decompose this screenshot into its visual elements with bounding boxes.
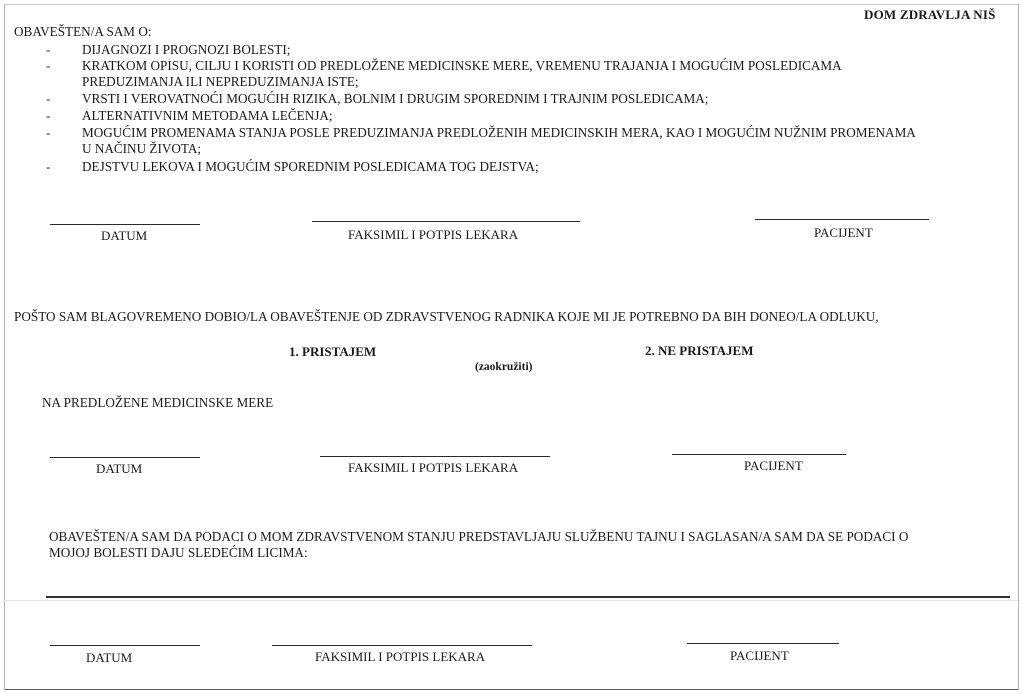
info-item-description: KRATKOM OPISU, CILJU I KORISTI OD PREDLOŽENE MEDICINSKE MERE, VREMENU TRAJANJA I MOGUĆIM POSLEDICAMA (82, 58, 842, 73)
patient-signature-line[interactable] (672, 454, 846, 455)
info-item-changes-cont: U NAČINU ŽIVOTA; (82, 141, 202, 156)
bullet-dash: - (46, 159, 51, 174)
page-border-left (4, 4, 5, 690)
page-border-right (1018, 4, 1019, 690)
info-item-diagnosis: DIJAGNOZI I PROGNOZI BOLESTI; (82, 42, 291, 57)
confidentiality-statement-line2: MOJOJ BOLESTI DAJU SLEDEĆIM LICIMA: (49, 545, 308, 560)
info-item-drug-effects: DEJSTVU LEKOVA I MOGUĆIM SPOREDNIM POSLEDICAMA TOG DEJSTVA; (82, 159, 539, 174)
info-item-alternatives: ALTERNATIVNIM METODAMA LEČENJA; (82, 108, 333, 123)
authorized-persons-line[interactable] (46, 596, 1010, 598)
consent-statement: POŠTO SAM BLAGOVREMENO DOBIO/LA OBAVEŠTENJE OD ZDRAVSTVENOG RADNIKA KOJE MI JE POTREBNO DA BIH DONEO/LA ODLUKU, (14, 309, 879, 324)
scan-fold-line (4, 600, 1018, 601)
doctor-label: FAKSIMIL I POTPIS LEKARA (348, 460, 519, 475)
info-item-risks: VRSTI I VEROVATNOĆI MOGUĆIH RIZIKA, BOLNIM I DRUGIM SPOREDNIM I TRAJNIM POSLEDICAMA; (82, 91, 709, 106)
confidentiality-statement-line1: OBAVEŠTEN/A SAM DA PODACI O MOM ZDRAVSTVENOM STANJU PREDSTAVLJAJU SLUŽBENU TAJNU I SAGLASAN/A SAM DA SE PODACI O (49, 529, 909, 544)
date-signature-line[interactable] (50, 457, 200, 458)
bullet-dash: - (46, 91, 51, 106)
date-signature-line[interactable] (50, 645, 200, 646)
patient-signature-line[interactable] (687, 643, 839, 644)
date-label: DATUM (86, 650, 133, 665)
section1-lead: OBAVEŠTEN/A SAM O: (14, 24, 152, 39)
patient-label: PACIJENT (744, 458, 803, 473)
bullet-dash: - (46, 42, 51, 57)
bullet-dash: - (46, 108, 51, 123)
option-consent[interactable]: 1. PRISTAJEM (289, 344, 377, 359)
date-label: DATUM (96, 461, 143, 476)
patient-label: PACIJENT (730, 648, 789, 663)
patient-label: PACIJENT (814, 225, 873, 240)
institution-header: DOM ZDRAVLJA NIŠ (864, 7, 996, 22)
doctor-signature-line[interactable] (272, 645, 532, 646)
option-decline[interactable]: 2. NE PRISTAJEM (645, 343, 754, 358)
doctor-signature-line[interactable] (312, 221, 580, 222)
doctor-signature-line[interactable] (320, 456, 550, 457)
date-signature-line[interactable] (50, 224, 200, 225)
proposed-measures-label: NA PREDLOŽENE MEDICINSKE MERE (42, 395, 274, 410)
bullet-dash: - (46, 125, 51, 140)
info-item-changes: MOGUĆIM PROMENAMA STANJA POSLE PREDUZIMANJA PREDLOŽENIH MEDICINSKIH MERA, KAO I MOGUĆIM NUŽNIM PROMENAMA (82, 125, 916, 140)
circle-instruction: (zaokružiti) (475, 361, 533, 373)
bullet-dash: - (46, 58, 51, 73)
page-border-top (4, 4, 1018, 5)
date-label: DATUM (101, 228, 148, 243)
doctor-label: FAKSIMIL I POTPIS LEKARA (348, 227, 519, 242)
patient-signature-line[interactable] (755, 219, 929, 220)
page-border-bottom (4, 689, 1018, 690)
info-item-description-cont: PREDUZIMANJA ILI NEPREDUZIMANJA ISTE; (82, 74, 359, 89)
doctor-label: FAKSIMIL I POTPIS LEKARA (315, 649, 486, 664)
